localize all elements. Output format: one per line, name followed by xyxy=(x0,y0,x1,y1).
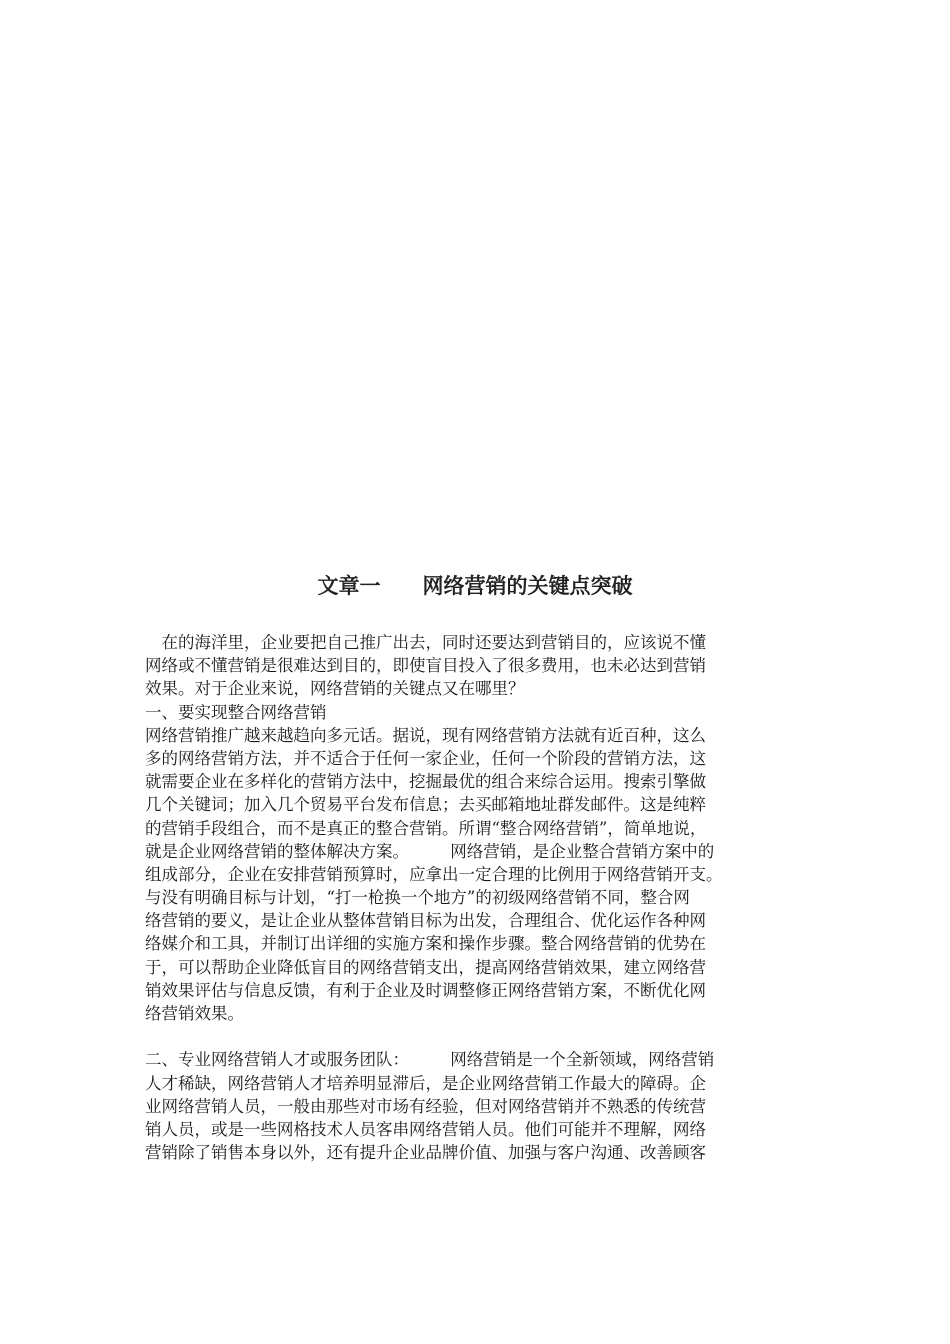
article-title: 文章一 网络营销的关键点突破 xyxy=(317,574,633,598)
body-line: 就需要企业在多样化的营销方法中，挖掘最优的组合来综合运用。搜索引擎做 xyxy=(145,772,706,792)
body-line: 网络营销推广越来越趋向多元话。据说，现有网络营销方法就有近百种，这么 xyxy=(145,725,706,745)
body-line: 的营销手段组合，而不是真正的整合营销。所谓“整合网络营销”，简单地说， xyxy=(145,818,707,838)
body-line: 在的海洋里，企业要把自己推广出去，同时还要达到营销目的，应该说不懂 xyxy=(145,633,706,652)
body-line: 与没有明确目标与计划，“打一枪换一个地方”的初级网络营销不同，整合网 xyxy=(145,888,690,908)
body-line: 网络或不懂营销是很难达到目的，即使盲目投入了很多费用，也未必达到营销 xyxy=(145,656,706,676)
section-heading-2: 二、专业网络营销人才或服务团队： 网络营销是一个全新领域，网络营销 xyxy=(145,1050,715,1070)
body-line: 销人员，或是一些网格技术人员客串网络营销人员。他们可能并不理解，网络 xyxy=(145,1119,706,1139)
body-line: 营销除了销售本身以外，还有提升企业品牌价值、加强与客户沟通、改善顾客 xyxy=(145,1143,706,1163)
body-line: 络营销效果。 xyxy=(145,1004,244,1023)
body-line: 于，可以帮助企业降低盲目的网络营销支出，提高网络营销效果，建立网络营 xyxy=(145,957,706,977)
body-line: 效果。对于企业来说，网络营销的关键点又在哪里？ xyxy=(145,679,525,699)
blank-line xyxy=(145,1025,835,1048)
body-line: 络营销的要义，是让企业从整体营销目标为出发，合理组合、优化运作各种网 xyxy=(145,911,706,931)
body-line: 络媒介和工具，并制订出详细的实施方案和操作步骤。整合网络营销的优势在 xyxy=(145,934,706,954)
body-line: 销效果评估与信息反馈，有利于企业及时调整修正网络营销方案，不断优化网 xyxy=(145,980,706,1000)
section-heading-1: 一、要实现整合网络营销 xyxy=(145,702,327,722)
body-line: 就是企业网络营销的整体解决方案。 网络营销，是企业整合营销方案中的 xyxy=(145,841,715,861)
body-line: 人才稀缺，网络营销人才培养明显滞后，是企业网络营销工作最大的障碍。企 xyxy=(145,1073,706,1093)
body-line: 组成部分，企业在安排营销预算时，应拿出一定合理的比例用于网络营销开支。 xyxy=(145,864,723,884)
article-body xyxy=(145,631,835,1164)
body-line: 多的网络营销方法，并不适合于任何一家企业，任何一个阶段的营销方法，这 xyxy=(145,748,706,768)
body-line: 几个关键词；加入几个贸易平台发布信息；去买邮箱地址群发邮件。这是纯粹 xyxy=(145,795,706,815)
body-line: 业网络营销人员，一般由那些对市场有经验，但对网络营销并不熟悉的传统营 xyxy=(145,1096,706,1116)
